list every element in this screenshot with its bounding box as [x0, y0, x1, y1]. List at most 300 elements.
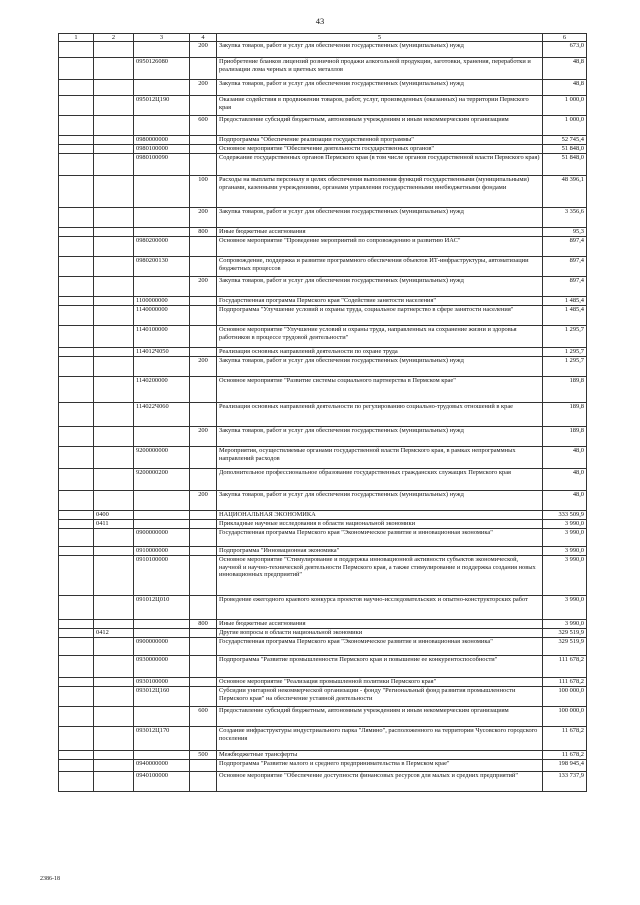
cell-description: Закупка товаров, работ и услуг для обеспечения государственных (муниципальных) нужд: [217, 277, 543, 297]
cell-subsection: [94, 547, 134, 556]
column-header: 5: [217, 34, 543, 42]
cell-description: Иные бюджетные ассигнования: [217, 228, 543, 237]
cell-description: Сопровождение, поддержка и развитие программного обеспечения объектов ИТ-инфраструктуры, автоматизации бюджетных процессов: [217, 257, 543, 277]
table-row: [59, 620, 587, 629]
cell-expense-type: [190, 58, 217, 80]
cell-description: Подпрограмма "Развитие малого и среднего предпринимательства в Пермском крае": [217, 760, 543, 772]
cell-subsection: [94, 136, 134, 145]
cell-section: [59, 529, 94, 547]
cell-expense-type: [190, 547, 217, 556]
cell-subsection: [94, 678, 134, 687]
cell-description: Создание инфраструктуры индустриального парка "Лямино", расположенного на территории Чусовского городского поселения: [217, 727, 543, 751]
cell-target-article: 0930000000: [134, 656, 190, 678]
cell-description: Подпрограмма "Обеспечение реализации государственной программы": [217, 136, 543, 145]
cell-section: [59, 403, 94, 427]
cell-subsection: [94, 277, 134, 297]
table-row: [59, 257, 587, 277]
cell-amount: 897,4: [543, 277, 587, 297]
cell-target-article: [134, 208, 190, 228]
table-row: [59, 556, 587, 596]
cell-subsection: [94, 96, 134, 116]
cell-amount: 111 678,2: [543, 678, 587, 687]
cell-amount: 3 356,6: [543, 208, 587, 228]
cell-expense-type: [190, 145, 217, 154]
cell-expense-type: [190, 772, 217, 792]
table-row: [59, 357, 587, 377]
table-row: [59, 377, 587, 403]
cell-description: Закупка товаров, работ и услуг для обеспечения государственных (муниципальных) нужд: [217, 427, 543, 447]
cell-section: [59, 656, 94, 678]
cell-amount: 48,8: [543, 80, 587, 96]
cell-expense-type: [190, 257, 217, 277]
cell-amount: 3 990,0: [543, 529, 587, 547]
cell-amount: 1 485,4: [543, 297, 587, 306]
cell-section: [59, 80, 94, 96]
cell-section: [59, 620, 94, 629]
cell-section: [59, 348, 94, 357]
cell-amount: 48 396,1: [543, 176, 587, 208]
cell-amount: 48,0: [543, 491, 587, 511]
cell-target-article: [134, 707, 190, 727]
table-row: [59, 491, 587, 511]
cell-expense-type: 200: [190, 357, 217, 377]
cell-subsection: [94, 154, 134, 176]
cell-target-article: 0900000000: [134, 529, 190, 547]
cell-section: [59, 96, 94, 116]
cell-section: [59, 772, 94, 792]
cell-section: [59, 237, 94, 257]
cell-section: [59, 511, 94, 520]
cell-amount: 897,4: [543, 257, 587, 277]
cell-target-article: 0980200130: [134, 257, 190, 277]
cell-section: [59, 469, 94, 491]
page-number: 43: [315, 16, 325, 26]
cell-expense-type: [190, 656, 217, 678]
cell-section: [59, 491, 94, 511]
cell-expense-type: [190, 629, 217, 638]
cell-target-article: [134, 491, 190, 511]
column-header: 4: [190, 34, 217, 42]
cell-expense-type: [190, 511, 217, 520]
table-row: [59, 403, 587, 427]
cell-section: [59, 678, 94, 687]
cell-description: Приобретение бланков лицензий розничной продажи алкогольной продукции, заготовки, хранения, переработки и реализации лома черных и цветных металлов: [217, 58, 543, 80]
cell-section: [59, 154, 94, 176]
cell-description: Основное мероприятие "Обеспечение доступности финансовых ресурсов для малых и средних предприятий": [217, 772, 543, 792]
cell-description: Прикладные научные исследования в области национальной экономики: [217, 520, 543, 529]
cell-section: [59, 751, 94, 760]
cell-section: [59, 707, 94, 727]
cell-description: Субсидии унитарной некоммерческой организации - фонду "Региональный фонд развития промышленности Пермского края" на обеспечение уставной деятельности: [217, 687, 543, 707]
cell-target-article: 093012Ц170: [134, 727, 190, 751]
cell-description: Иные бюджетные ассигнования: [217, 620, 543, 629]
cell-section: [59, 638, 94, 656]
cell-section: [59, 228, 94, 237]
cell-expense-type: [190, 678, 217, 687]
cell-description: Мероприятия, осуществляемые органами государственной власти Пермского края, в рамках непрограммных направлений расходов: [217, 447, 543, 469]
column-header: 2: [94, 34, 134, 42]
cell-subsection: [94, 145, 134, 154]
budget-table: [58, 33, 587, 792]
cell-description: Закупка товаров, работ и услуг для обеспечения государственных (муниципальных) нужд: [217, 357, 543, 377]
cell-expense-type: [190, 727, 217, 751]
cell-subsection: [94, 176, 134, 208]
cell-target-article: [134, 228, 190, 237]
cell-description: Подпрограмма "Развитие промышленности Пермского края и повышение ее конкурентоспособности": [217, 656, 543, 678]
cell-subsection: [94, 638, 134, 656]
cell-target-article: [134, 427, 190, 447]
table-row: [59, 176, 587, 208]
cell-amount: 11 678,2: [543, 727, 587, 751]
cell-subsection: [94, 237, 134, 257]
cell-description: Основное мероприятие "Реализация промышленной политики Пермского края": [217, 678, 543, 687]
cell-subsection: [94, 556, 134, 596]
cell-expense-type: [190, 403, 217, 427]
table-row: [59, 678, 587, 687]
cell-target-article: [134, 751, 190, 760]
cell-description: Расходы на выплаты персоналу в целях обеспечения выполнения функций государственными (муниципальными) органами, казенными учреждениями, органами управления государственными внебюджетными фондами: [217, 176, 543, 208]
table-row: [59, 96, 587, 116]
cell-subsection: [94, 427, 134, 447]
cell-target-article: [134, 511, 190, 520]
cell-expense-type: [190, 520, 217, 529]
cell-expense-type: [190, 96, 217, 116]
cell-target-article: 095012Ц190: [134, 96, 190, 116]
cell-amount: 11 678,2: [543, 751, 587, 760]
table-row: [59, 208, 587, 228]
table-row: [59, 447, 587, 469]
cell-subsection: [94, 306, 134, 326]
cell-section: [59, 58, 94, 80]
cell-section: [59, 136, 94, 145]
cell-section: [59, 447, 94, 469]
cell-description: Основное мероприятие "Обеспечение деятельности государственных органов": [217, 145, 543, 154]
cell-amount: 95,3: [543, 228, 587, 237]
cell-section: [59, 377, 94, 403]
table-row: [59, 80, 587, 96]
cell-target-article: 093012Ц160: [134, 687, 190, 707]
table-row: [59, 136, 587, 145]
cell-section: [59, 145, 94, 154]
cell-subsection: [94, 58, 134, 80]
table-row: [59, 520, 587, 529]
cell-target-article: 9200000200: [134, 469, 190, 491]
cell-subsection: [94, 656, 134, 678]
cell-section: [59, 42, 94, 58]
cell-amount: 1 000,0: [543, 116, 587, 136]
cell-subsection: [94, 727, 134, 751]
cell-expense-type: [190, 638, 217, 656]
cell-expense-type: 800: [190, 228, 217, 237]
cell-target-article: [134, 357, 190, 377]
cell-amount: 1 295,7: [543, 357, 587, 377]
cell-description: Предоставление субсидий бюджетным, автономным учреждениям и иным некоммерческим организациям: [217, 707, 543, 727]
cell-amount: 329 519,9: [543, 638, 587, 656]
column-header: 3: [134, 34, 190, 42]
cell-target-article: 0940100000: [134, 772, 190, 792]
cell-subsection: [94, 772, 134, 792]
cell-description: Государственная программа Пермского края "Экономическое развитие и инновационная экономика": [217, 638, 543, 656]
table-row: [59, 707, 587, 727]
cell-section: [59, 277, 94, 297]
cell-subsection: [94, 116, 134, 136]
cell-expense-type: 800: [190, 620, 217, 629]
cell-expense-type: [190, 237, 217, 257]
cell-description: Основное мероприятие "Стимулирование и поддержка инновационной активности субъектов экономической, научной и научно-технической деятельности Пермского края, а также стимулирование и поддержка создания новых инновационных предприятий": [217, 556, 543, 596]
cell-subsection: [94, 228, 134, 237]
cell-description: Межбюджетные трансферты: [217, 751, 543, 760]
cell-target-article: [134, 277, 190, 297]
cell-description: Предоставление субсидий бюджетным, автономным учреждениям и иным некоммерческим организациям: [217, 116, 543, 136]
cell-subsection: 0400: [94, 511, 134, 520]
cell-amount: 1 295,7: [543, 348, 587, 357]
table-row: [59, 511, 587, 520]
cell-amount: 3 990,0: [543, 556, 587, 596]
cell-expense-type: [190, 297, 217, 306]
cell-amount: 198 945,4: [543, 760, 587, 772]
table-row: [59, 297, 587, 306]
cell-description: Содержание государственных органов Пермского края (в том числе органов государственной власти Пермского края): [217, 154, 543, 176]
cell-expense-type: 200: [190, 80, 217, 96]
cell-amount: 189,8: [543, 427, 587, 447]
cell-expense-type: [190, 447, 217, 469]
cell-subsection: [94, 529, 134, 547]
cell-amount: 3 990,0: [543, 547, 587, 556]
cell-amount: 48,0: [543, 447, 587, 469]
column-header: 6: [543, 34, 587, 42]
cell-amount: 3 990,0: [543, 620, 587, 629]
cell-target-article: [134, 80, 190, 96]
cell-section: [59, 687, 94, 707]
cell-section: [59, 357, 94, 377]
cell-target-article: 1140100000: [134, 326, 190, 348]
cell-target-article: 114012Ч050: [134, 348, 190, 357]
cell-amount: 52 745,4: [543, 136, 587, 145]
cell-description: НАЦИОНАЛЬНАЯ ЭКОНОМИКА: [217, 511, 543, 520]
cell-description: Проведение ежегодного краевого конкурса проектов научно-исследовательских и опытно-конструкторских работ: [217, 596, 543, 620]
cell-target-article: 091012Ц010: [134, 596, 190, 620]
cell-expense-type: [190, 529, 217, 547]
table-row: [59, 228, 587, 237]
cell-target-article: 1140000000: [134, 306, 190, 326]
cell-target-article: [134, 520, 190, 529]
cell-subsection: [94, 687, 134, 707]
cell-amount: 1 000,0: [543, 96, 587, 116]
cell-description: Закупка товаров, работ и услуг для обеспечения государственных (муниципальных) нужд: [217, 80, 543, 96]
column-header: 1: [59, 34, 94, 42]
table-row: [59, 656, 587, 678]
cell-target-article: 0930100000: [134, 678, 190, 687]
cell-section: [59, 629, 94, 638]
cell-section: [59, 176, 94, 208]
cell-amount: 48,0: [543, 469, 587, 491]
cell-target-article: 0980200000: [134, 237, 190, 257]
cell-target-article: 0980100000: [134, 145, 190, 154]
table-row: [59, 596, 587, 620]
cell-description: Реализация основных направлений деятельности по охране труда: [217, 348, 543, 357]
table-row: [59, 116, 587, 136]
cell-section: [59, 257, 94, 277]
cell-amount: 133 737,9: [543, 772, 587, 792]
cell-description: Оказание содействия в продвижении товаров, работ, услуг, произведенных (оказанных) на территории Пермского края: [217, 96, 543, 116]
cell-amount: 100 000,0: [543, 707, 587, 727]
cell-description: Закупка товаров, работ и услуг для обеспечения государственных (муниципальных) нужд: [217, 208, 543, 228]
cell-section: [59, 727, 94, 751]
cell-section: [59, 427, 94, 447]
cell-expense-type: 600: [190, 116, 217, 136]
cell-description: Подпрограмма "Инновационная экономика": [217, 547, 543, 556]
cell-subsection: [94, 403, 134, 427]
cell-subsection: [94, 447, 134, 469]
cell-amount: 100 000,0: [543, 687, 587, 707]
cell-section: [59, 297, 94, 306]
cell-expense-type: [190, 136, 217, 145]
cell-expense-type: 200: [190, 491, 217, 511]
cell-expense-type: [190, 377, 217, 403]
cell-amount: 1 485,4: [543, 306, 587, 326]
table-row: [59, 326, 587, 348]
cell-section: [59, 326, 94, 348]
cell-expense-type: [190, 556, 217, 596]
cell-expense-type: 200: [190, 427, 217, 447]
cell-amount: 3 990,0: [543, 596, 587, 620]
cell-subsection: 0412: [94, 629, 134, 638]
cell-amount: 897,4: [543, 237, 587, 257]
cell-expense-type: [190, 348, 217, 357]
cell-target-article: 1140200000: [134, 377, 190, 403]
cell-expense-type: 100: [190, 176, 217, 208]
table-row: [59, 277, 587, 297]
cell-expense-type: [190, 306, 217, 326]
table-row: [59, 687, 587, 707]
cell-target-article: [134, 116, 190, 136]
table-row: [59, 529, 587, 547]
cell-subsection: [94, 377, 134, 403]
cell-section: [59, 208, 94, 228]
cell-subsection: [94, 326, 134, 348]
cell-expense-type: 200: [190, 42, 217, 58]
cell-description: Закупка товаров, работ и услуг для обеспечения государственных (муниципальных) нужд: [217, 491, 543, 511]
cell-description: Основное мероприятие "Проведение мероприятий по сопровождению и развитию ИАС": [217, 237, 543, 257]
table-row: [59, 427, 587, 447]
table-row: [59, 629, 587, 638]
table-row: [59, 145, 587, 154]
cell-expense-type: [190, 469, 217, 491]
table-row: [59, 547, 587, 556]
cell-target-article: 9200000000: [134, 447, 190, 469]
cell-description: Государственная программа Пермского края "Экономическое развитие и инновационная экономика": [217, 529, 543, 547]
cell-section: [59, 306, 94, 326]
cell-amount: 189,8: [543, 403, 587, 427]
cell-description: Реализация основных направлений деятельности по регулированию социально-трудовых отношений в крае: [217, 403, 543, 427]
cell-expense-type: [190, 154, 217, 176]
cell-target-article: [134, 629, 190, 638]
cell-section: [59, 596, 94, 620]
cell-subsection: [94, 297, 134, 306]
cell-expense-type: [190, 687, 217, 707]
cell-target-article: 0900000000: [134, 638, 190, 656]
cell-subsection: [94, 208, 134, 228]
table-row: [59, 469, 587, 491]
cell-subsection: [94, 620, 134, 629]
table-row: [59, 306, 587, 326]
cell-target-article: [134, 620, 190, 629]
cell-subsection: [94, 348, 134, 357]
cell-subsection: [94, 42, 134, 58]
cell-amount: 48,8: [543, 58, 587, 80]
cell-subsection: [94, 469, 134, 491]
cell-target-article: 1100000000: [134, 297, 190, 306]
table-row: [59, 727, 587, 751]
cell-target-article: 0910000000: [134, 547, 190, 556]
cell-subsection: [94, 596, 134, 620]
cell-amount: 3 990,0: [543, 520, 587, 529]
cell-expense-type: [190, 326, 217, 348]
cell-target-article: 0950126080: [134, 58, 190, 80]
table-row: [59, 348, 587, 357]
cell-amount: 111 678,2: [543, 656, 587, 678]
cell-description: Основное мероприятие "Улучшение условий и охраны труда, направленных на сохранение жизни и здоровья работников в процессе трудовой деятельности": [217, 326, 543, 348]
cell-target-article: [134, 176, 190, 208]
cell-subsection: 0411: [94, 520, 134, 529]
cell-amount: 189,8: [543, 377, 587, 403]
cell-description: Другие вопросы в области национальной экономики: [217, 629, 543, 638]
cell-section: [59, 547, 94, 556]
cell-target-article: [134, 42, 190, 58]
cell-subsection: [94, 751, 134, 760]
column-number-row: [59, 34, 587, 42]
cell-description: Основное мероприятие "Развитие системы социального партнерства в Пермском крае": [217, 377, 543, 403]
cell-expense-type: 200: [190, 208, 217, 228]
table-row: [59, 638, 587, 656]
cell-target-article: 114022Ч060: [134, 403, 190, 427]
cell-subsection: [94, 707, 134, 727]
cell-expense-type: 500: [190, 751, 217, 760]
cell-expense-type: [190, 596, 217, 620]
cell-target-article: 0980100090: [134, 154, 190, 176]
cell-description: Закупка товаров, работ и услуг для обеспечения государственных (муниципальных) нужд: [217, 42, 543, 58]
table-row: [59, 772, 587, 792]
cell-target-article: 0910100000: [134, 556, 190, 596]
cell-section: [59, 760, 94, 772]
cell-target-article: 0940000000: [134, 760, 190, 772]
cell-section: [59, 556, 94, 596]
cell-expense-type: 200: [190, 277, 217, 297]
cell-amount: 673,0: [543, 42, 587, 58]
cell-expense-type: 600: [190, 707, 217, 727]
table-row: [59, 58, 587, 80]
cell-subsection: [94, 491, 134, 511]
cell-amount: 1 295,7: [543, 326, 587, 348]
cell-amount: 329 519,9: [543, 629, 587, 638]
cell-subsection: [94, 80, 134, 96]
table-row: [59, 751, 587, 760]
cell-section: [59, 520, 94, 529]
cell-amount: 51 848,0: [543, 145, 587, 154]
cell-target-article: 0980000000: [134, 136, 190, 145]
cell-description: Дополнительное профессиональное образование государственных гражданских служащих Пермского края: [217, 469, 543, 491]
cell-description: Государственная программа Пермского края "Содействие занятости населения": [217, 297, 543, 306]
cell-section: [59, 116, 94, 136]
cell-subsection: [94, 760, 134, 772]
cell-subsection: [94, 257, 134, 277]
document-code: 2386-18: [40, 876, 60, 882]
table-row: [59, 42, 587, 58]
cell-subsection: [94, 357, 134, 377]
table-row: [59, 760, 587, 772]
table-row: [59, 237, 587, 257]
cell-expense-type: [190, 760, 217, 772]
